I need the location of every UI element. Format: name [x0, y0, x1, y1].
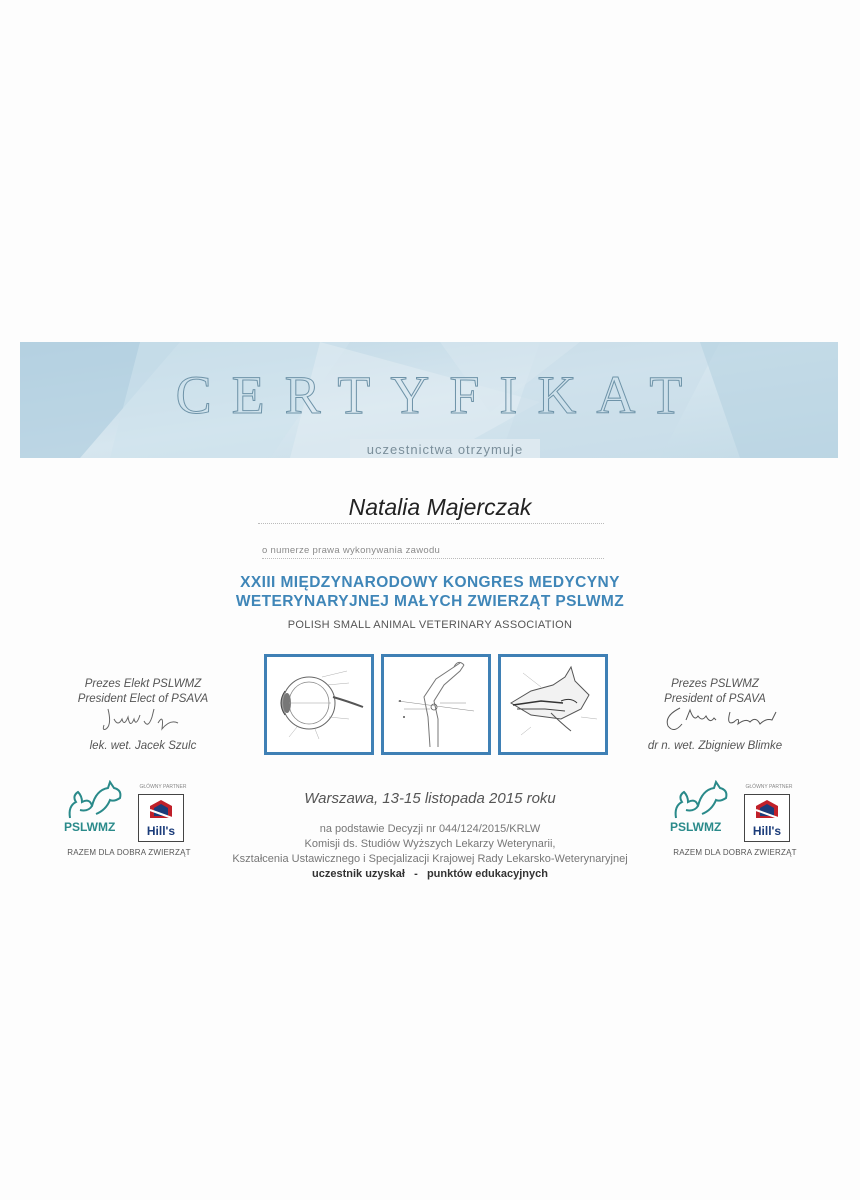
- left-signature: [100, 705, 190, 735]
- hills-shield-icon: [754, 798, 780, 820]
- hills-logo-text: Hill's: [146, 824, 176, 838]
- decision-text: [180, 822, 680, 882]
- left-signatory-role-pl: Prezes Elekt PSLWMZ: [84, 678, 202, 690]
- hills-logo-text: Hill's: [752, 824, 782, 838]
- certificate-subtitle: uczestnictwa otrzymuje: [350, 439, 540, 458]
- pslwmz-logo-text: PSLWMZ: [64, 820, 116, 834]
- right-signatory-role-en: President of PSAVA: [664, 693, 766, 705]
- education-points-line: uczestnik uzyskał - punktów edukacyjnych: [312, 868, 548, 880]
- main-partner-label: GŁÓWNY PARTNER: [139, 784, 187, 790]
- eye-anatomy-illustration: [264, 654, 374, 755]
- license-number-label: o numerze prawa wykonywania zawodu: [262, 545, 441, 556]
- hills-logo: [138, 794, 184, 842]
- pslwmz-animal-icon: [672, 780, 732, 822]
- certificate-banner: [20, 342, 838, 458]
- congress-title-line1: XXIII MIĘDZYNARODOWY KONGRES MEDYCYNY: [240, 574, 620, 591]
- head-anatomy-illustration: [498, 654, 608, 755]
- main-partner-label: GŁÓWNY PARTNER: [745, 784, 793, 790]
- decision-line2: Komisji ds. Studiów Wyższych Lekarzy Weterynarii,: [304, 838, 556, 850]
- congress-title-line2: WETERYNARYJNEJ MAŁYCH ZWIERZĄT PSLWMZ: [235, 593, 625, 610]
- decision-line3: Kształcenia Ustawicznego i Specjalizacji Krajowej Rady Lekarsko-Weterynaryjnej: [232, 853, 628, 865]
- left-signatory: [48, 677, 238, 707]
- association-name: POLISH SMALL ANIMAL VETERINARY ASSOCIATION: [287, 619, 573, 631]
- right-logos: [670, 780, 810, 860]
- logo-tagline: RAZEM DLA DOBRA ZWIERZĄT: [673, 848, 797, 857]
- right-signatory-name: dr n. wet. Zbigniew Blimke: [647, 740, 783, 752]
- decision-line1: na podstawie Decyzji nr 044/124/2015/KRLW: [319, 823, 541, 835]
- certificate-title: CERTYFIKAT: [175, 365, 703, 425]
- limb-anatomy-illustration: [381, 654, 491, 755]
- license-underline: [262, 558, 604, 559]
- logo-tagline: RAZEM DLA DOBRA ZWIERZĄT: [67, 848, 191, 857]
- pslwmz-animal-icon: [66, 780, 126, 822]
- pslwmz-logo-text: PSLWMZ: [670, 820, 722, 834]
- left-signatory-role-en: President Elect of PSAVA: [77, 693, 209, 705]
- right-signature: [660, 702, 790, 736]
- hills-shield-icon: [148, 798, 174, 820]
- congress-title: [180, 573, 680, 611]
- right-signatory-role-pl: Prezes PSLWMZ: [671, 678, 759, 690]
- left-signatory-name: lek. wet. Jacek Szulc: [89, 740, 197, 752]
- recipient-underline: [258, 523, 604, 524]
- recipient-name: Natalia Majerczak: [348, 494, 532, 520]
- hills-logo: [744, 794, 790, 842]
- event-place-date: Warszawa, 13-15 listopada 2015 roku: [304, 790, 556, 807]
